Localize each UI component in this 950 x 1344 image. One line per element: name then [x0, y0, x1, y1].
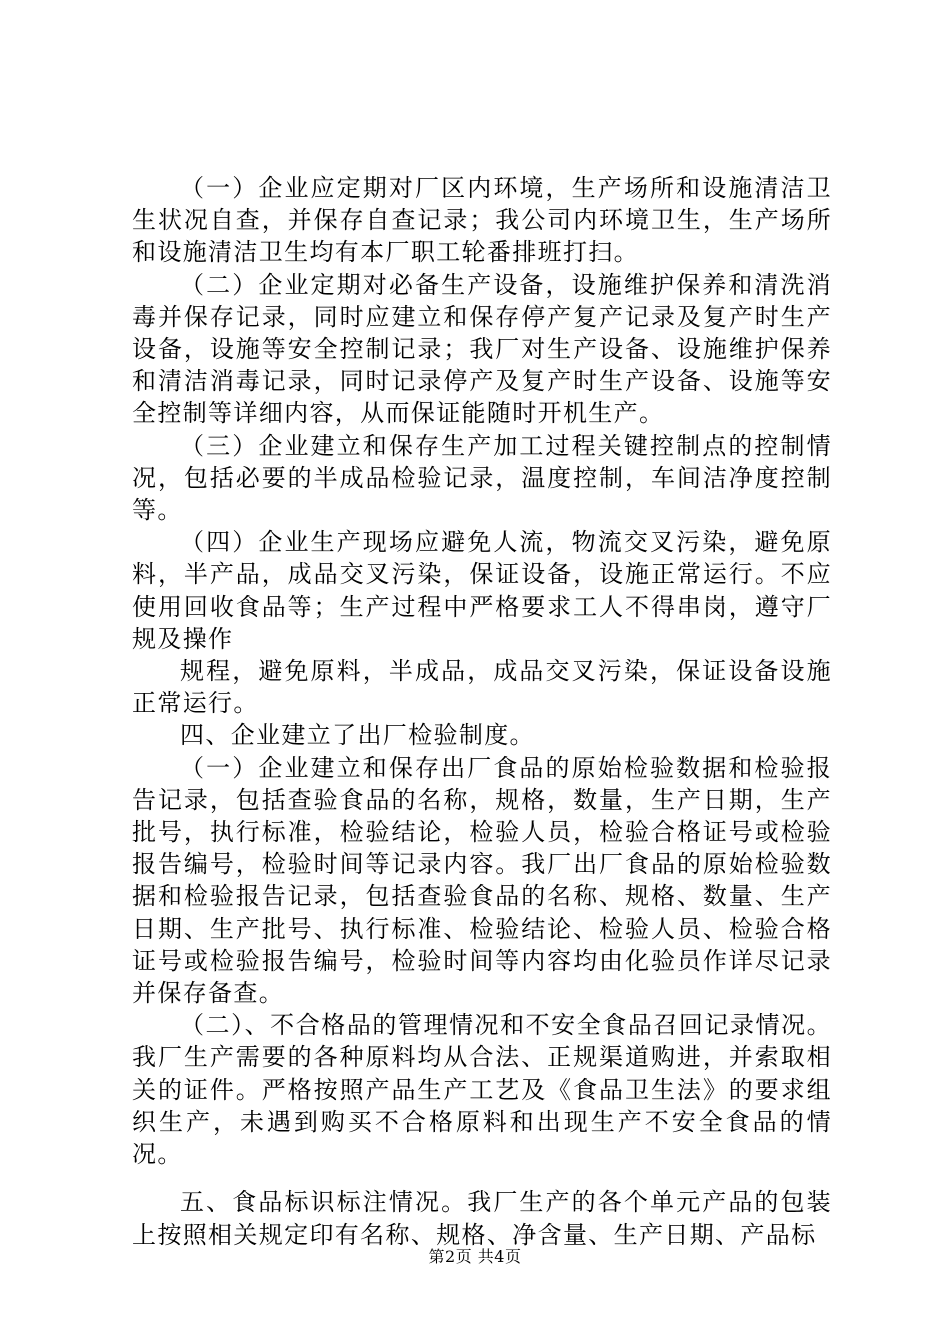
document-body: [132, 172, 832, 1251]
paragraph-inspection-records: （一）企业建立和保存出厂食品的原始检验数据和检验报告记录，包括查验食品的名称，规格，数量，生产日期，生产批号，执行标准，检验结论，检验人员，检验合格证号或检验报告编号，检验时间等记录内容。我厂出厂食品的原始检验数据和检验报告记录，包括查验食品的名称、规格、数量、生产日期、生产批号、执行标准、检验结论、检验人员、检验合格证号或检验报告编号，检验时间等内容均由化验员作详尽记录并保存备查。: [132, 753, 832, 1008]
paragraph-environment-hygiene: （一）企业应定期对厂区内环境，生产场所和设施清洁卫生状况自查，并保存自查记录；我公司内环境卫生，生产场所和设施清洁卫生均有本厂职工轮番排班打扫。: [132, 174, 832, 267]
paragraph-equipment-maintenance: （二）企业定期对必备生产设备，设施维护保养和清洗消毒并保存记录，同时应建立和保存停产复产记录及复产时生产设备，设施等安全控制记录；我厂对生产设备、设施维护保养和清洁消毒记录，同时记录停产及复产时生产设备、设施等安全控制等详细内容，从而保证能随时开机生产。: [132, 270, 832, 428]
paragraph-critical-control-points: （三）企业建立和保存生产加工过程关键控制点的控制情况，包括必要的半成品检验记录，温度控制，车间洁净度控制等。: [132, 431, 832, 525]
page-number-footer: 第2页 共4页: [428, 1247, 522, 1266]
paragraph-nonconforming-products: （二）、不合格品的管理情况和不安全食品召回记录情况。我厂生产需要的各种原料均从合法、正规渠道购进，并索取相关的证件。严格按照产品生产工艺及《食品卫生法》的要求组织生产，未遇到购买不合格原料和出现生产不安全食品的情况。: [132, 1011, 832, 1169]
heading-factory-inspection-system: 四、企业建立了出厂检验制度。: [180, 721, 535, 750]
paragraph-food-labeling: 五、食品标识标注情况。我厂生产的各个单元产品的包装上按照相关规定印有名称、规格、净含量、生产日期、产品标: [132, 1188, 832, 1249]
paragraph-cross-contamination-continued: 规程，避免原料，半成品，成品交叉污染，保证设备设施正常运行。: [132, 657, 832, 718]
paragraph-cross-contamination: （四）企业生产现场应避免人流，物流交叉污染，避免原料，半产品，成品交叉污染，保证设备，设施正常运行。不应使用回收食品等；生产过程中严格要求工人不得串岗，遵守厂规及操作: [132, 528, 832, 653]
